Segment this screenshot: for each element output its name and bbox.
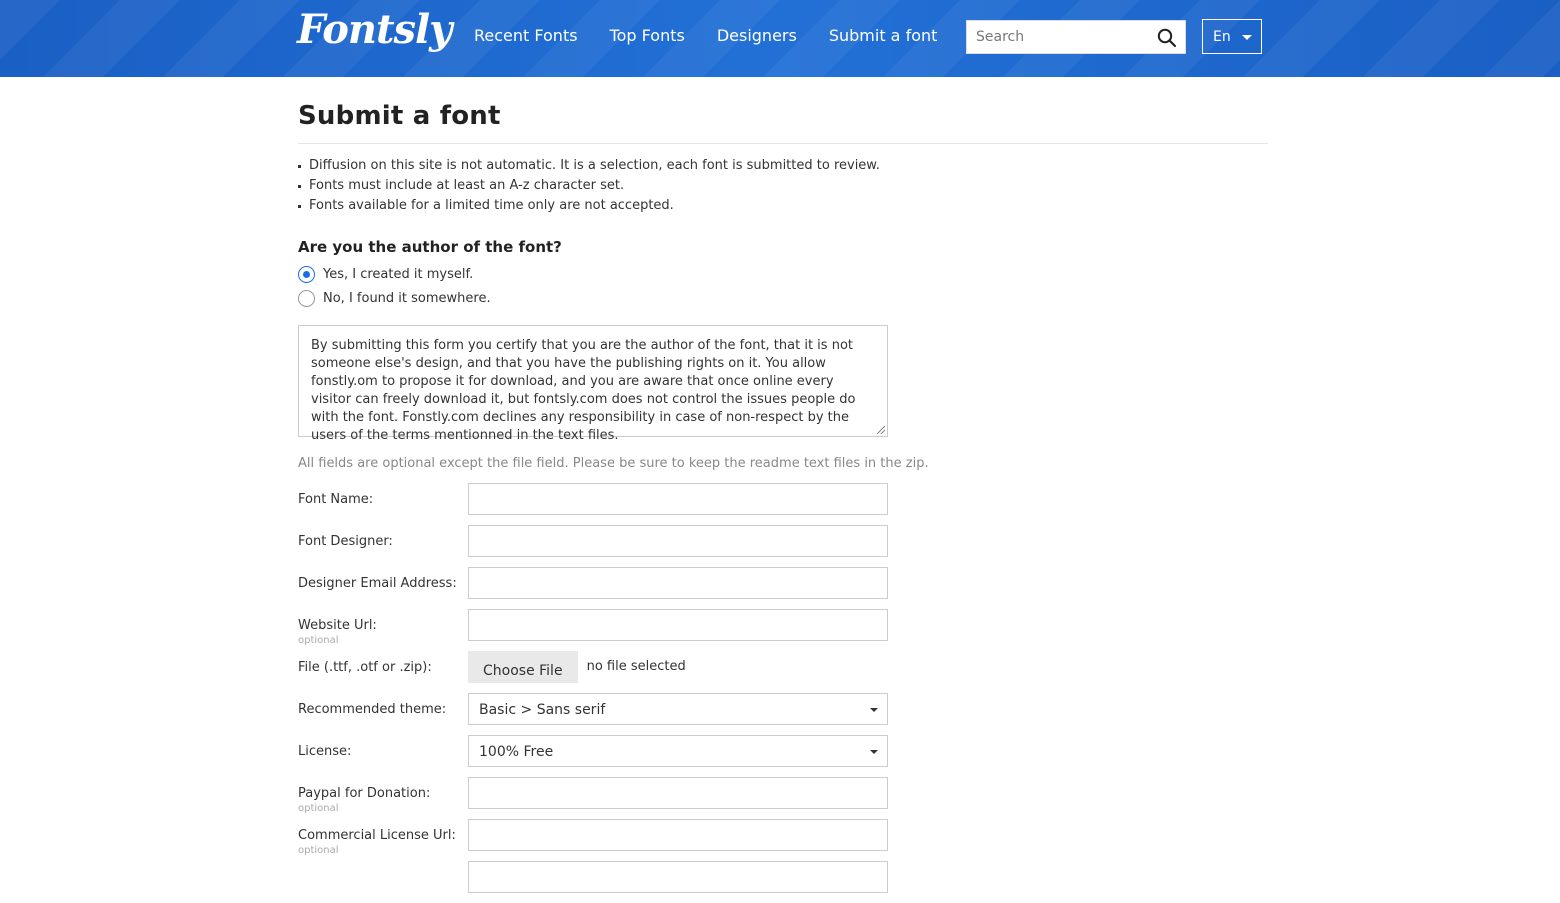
choose-file-button[interactable]: Choose File <box>468 651 578 683</box>
author-option-no[interactable] <box>298 286 1268 310</box>
caret-down-icon <box>870 750 878 754</box>
radio-no-label: No, I found it somewhere. <box>323 290 491 306</box>
font-name-row <box>298 483 1268 525</box>
designer-email-input[interactable] <box>468 567 888 599</box>
nav-top-fonts[interactable]: Top Fonts <box>609 26 685 45</box>
license-value: 100% Free <box>479 744 554 760</box>
license-label: License: <box>298 744 352 759</box>
search-box <box>966 20 1186 54</box>
nav-recent-fonts[interactable]: Recent Fonts <box>474 26 578 45</box>
radio-yes[interactable] <box>298 266 315 283</box>
designer-email-label: Designer Email Address: <box>298 576 457 591</box>
font-designer-row <box>298 525 1268 567</box>
commercial-license-input[interactable] <box>468 819 888 851</box>
main-content <box>298 77 1268 903</box>
search-input[interactable] <box>967 21 1147 53</box>
nav-designers[interactable]: Designers <box>716 26 797 45</box>
license-select[interactable] <box>468 735 888 767</box>
submission-rules <box>298 156 1268 216</box>
file-status: no file selected <box>586 659 686 674</box>
terms-textarea[interactable] <box>298 325 888 443</box>
main-nav <box>474 26 969 45</box>
resize-grip-icon[interactable] <box>877 426 885 434</box>
language-value: En <box>1213 29 1231 45</box>
submit-form <box>298 483 1268 903</box>
author-option-yes[interactable] <box>298 262 1268 286</box>
caret-down-icon <box>870 708 878 712</box>
divider <box>298 143 1268 144</box>
file-label: File (.ttf, .otf or .zip): <box>298 660 432 675</box>
optional-note: optional <box>298 635 339 646</box>
rule-item: Fonts must include at least an A-z character set. <box>298 176 1268 196</box>
caret-down-icon <box>1242 35 1252 40</box>
font-designer-label: Font Designer: <box>298 534 393 549</box>
rule-item: Diffusion on this site is not automatic. It is a selection, each font is submitted to review. <box>298 156 1268 176</box>
website-input[interactable] <box>468 609 888 641</box>
next-input[interactable] <box>468 861 888 893</box>
site-header <box>0 0 1560 77</box>
font-designer-input[interactable] <box>468 525 888 557</box>
form-hint: All fields are optional except the file field. Please be sure to keep the readme text files in the zip. <box>298 456 929 471</box>
font-name-label: Font Name: <box>298 492 374 507</box>
optional-note: optional <box>298 803 339 814</box>
radio-yes-label: Yes, I created it myself. <box>323 266 474 282</box>
designer-email-row <box>298 567 1268 609</box>
paypal-input[interactable] <box>468 777 888 809</box>
theme-row <box>298 693 1268 735</box>
file-row <box>298 651 1268 693</box>
next-row <box>298 861 1268 903</box>
terms-text: By submitting this form you certify that you are the author of the font, that it is not someone else's design, and that you have the publishing rights on it. You allow fonstly.om to propose it for download, and you are aware that once online every visitor can freely download it, but fontsly.com does not control the issues people do with the font. Fonstly.com declines any responsibility in case of non-respect by the users of the terms mentionned in the text files. <box>311 338 856 443</box>
nav-submit-font[interactable]: Submit a font <box>828 26 938 45</box>
search-icon[interactable] <box>1157 28 1177 48</box>
website-row <box>298 609 1268 651</box>
radio-no[interactable] <box>298 290 315 307</box>
author-question: Are you the author of the font? <box>298 238 562 256</box>
font-name-input[interactable] <box>468 483 888 515</box>
license-row <box>298 735 1268 777</box>
website-label: Website Url: optional <box>298 618 377 646</box>
theme-select[interactable] <box>468 693 888 725</box>
language-select[interactable] <box>1202 19 1262 54</box>
paypal-label: Paypal for Donation: optional <box>298 786 431 814</box>
commercial-license-label: Commercial License Url: optional <box>298 828 456 856</box>
theme-label: Recommended theme: <box>298 702 447 717</box>
commercial-license-row <box>298 819 1268 861</box>
paypal-row <box>298 777 1268 819</box>
theme-value: Basic > Sans serif <box>479 702 606 718</box>
rule-item: Fonts available for a limited time only are not accepted. <box>298 196 1268 216</box>
optional-note: optional <box>298 845 339 856</box>
page-title: Submit a font <box>298 101 501 131</box>
site-logo[interactable]: Fontsly <box>297 6 452 53</box>
next-label <box>298 861 468 870</box>
